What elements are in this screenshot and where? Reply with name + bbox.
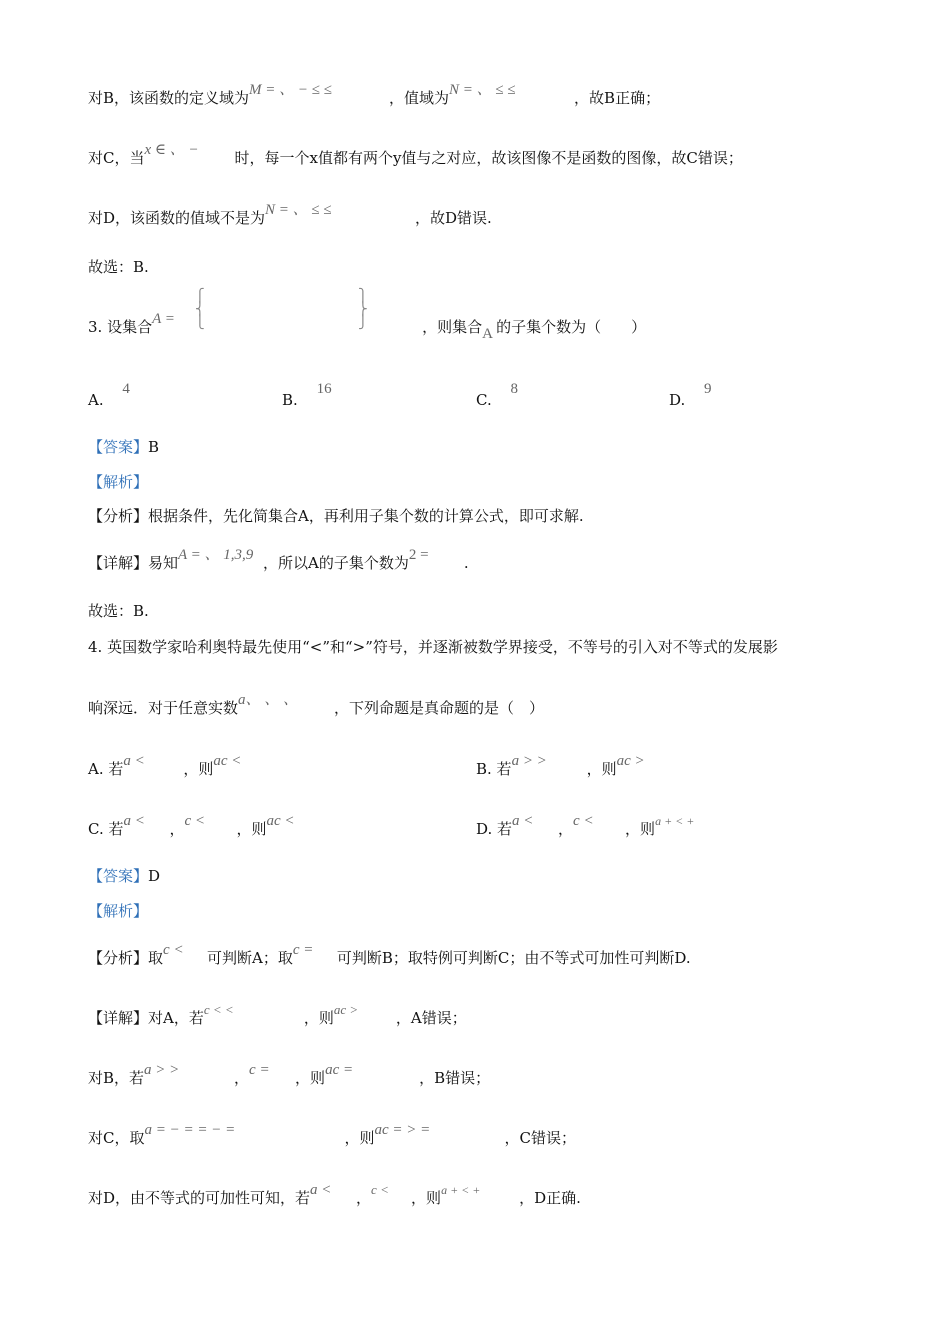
- q4-stem-2: [88, 692, 545, 719]
- option-value: 4: [122, 381, 130, 397]
- math: c < <: [203, 1002, 234, 1017]
- detail-text-2: ，则: [303, 1009, 334, 1027]
- option-letter: A.: [88, 391, 104, 409]
- math: ac >: [616, 753, 645, 769]
- detail-text-4: ，B错误；: [419, 1069, 491, 1087]
- q4-option-a: [88, 753, 273, 780]
- option-letter: C. 若: [88, 820, 124, 838]
- q3-fenxi: [88, 506, 584, 526]
- detail-label: 【详解】: [88, 554, 149, 572]
- option-letter: B. 若: [476, 760, 512, 778]
- math: a <: [512, 813, 534, 829]
- math: a + < +: [441, 1183, 481, 1197]
- math: ac <: [213, 753, 242, 769]
- brace-left: ⎧ ⎨ ⎩: [195, 289, 205, 330]
- q4-fenxi: [88, 942, 691, 969]
- answer-label: 【答案】: [88, 867, 149, 885]
- q3-conclusion: 故选：B.: [88, 602, 149, 620]
- option-text-2: ，则: [236, 820, 267, 838]
- q4-detail-c: [88, 1122, 576, 1149]
- option-text: ，: [169, 820, 185, 838]
- paragraph-c: [88, 142, 743, 169]
- option-letter: C.: [476, 391, 492, 409]
- math: ac >: [333, 1002, 359, 1017]
- detail-text: 对D，由不等式的可加性可知，若: [88, 1189, 311, 1207]
- fenxi-label: 【分析】: [88, 507, 149, 525]
- math: ac =: [325, 1062, 354, 1078]
- q4-option-d: [476, 813, 735, 840]
- detail-label: 【详解】: [88, 1009, 149, 1027]
- option-text-2: ，则: [625, 820, 656, 838]
- detail-text-2: ，: [356, 1189, 372, 1207]
- math: c <: [184, 813, 206, 829]
- detail-text-3: ，C错误；: [504, 1129, 576, 1147]
- text: ，值域为: [389, 89, 450, 107]
- q4-stem-text-2: ，下列命题是真命题的是（ ）: [334, 699, 545, 717]
- option-text: ，则: [183, 760, 214, 778]
- detail-text-3: .: [463, 554, 469, 572]
- q4-stem-text: 响深远．对于任意实数: [88, 699, 239, 717]
- option-letter: B.: [282, 391, 298, 409]
- q4-stem-1: 4. 英国数学家哈利奥特最先使用“<”和“>”符号，并逐渐被数学界接受，不等号的引入对不等式的发展影: [88, 638, 778, 656]
- math: c <: [573, 813, 594, 829]
- brace-right: ⎫ ⎬ ⎭: [358, 289, 368, 330]
- math-domain: M = 、 − ≤ ≤: [249, 82, 332, 98]
- detail-text-2: ，则: [344, 1129, 375, 1147]
- detail-text-2: ，: [234, 1069, 250, 1087]
- math: a > >: [511, 753, 547, 769]
- text: 对D，该函数的值域不是为: [88, 209, 266, 227]
- fenxi-text: 取: [148, 949, 164, 967]
- math-set-value: A = 、 1,3,9: [178, 547, 254, 563]
- q3-answer: [88, 437, 159, 457]
- option-text: ，: [558, 820, 574, 838]
- q4-detail-d: [88, 1182, 581, 1209]
- option-letter: D. 若: [476, 820, 513, 838]
- math: a + < +: [655, 814, 695, 828]
- math-set-a: A =: [152, 311, 175, 327]
- detail-text: 对B，若: [88, 1069, 145, 1087]
- math: a <: [123, 753, 145, 769]
- q4-detail-b: [88, 1062, 491, 1089]
- option-value: 8: [510, 381, 518, 397]
- math-power: 2 =: [408, 547, 429, 563]
- detail-text-3: ，A错误；: [395, 1009, 467, 1027]
- math: a <: [123, 813, 145, 829]
- option-text: ，则: [586, 760, 617, 778]
- q4-detail-a: [88, 1002, 467, 1029]
- conclusion: 故选：B.: [88, 258, 149, 276]
- math-variables: a、 、 、: [238, 692, 299, 708]
- q3-detail: [88, 547, 469, 574]
- paragraph-b: [88, 82, 661, 109]
- math-range-d: N = 、 ≤ ≤: [265, 202, 332, 218]
- math: c =: [292, 942, 314, 958]
- fenxi-label: 【分析】: [88, 949, 149, 967]
- math: c =: [249, 1062, 270, 1078]
- option-value: 16: [316, 381, 332, 397]
- math: ac = > =: [374, 1122, 431, 1138]
- detail-text: 易知: [148, 554, 179, 572]
- q3-analysis: [88, 472, 148, 492]
- math: a = − = = − =: [144, 1122, 236, 1138]
- fenxi-text: 根据条件，先化简集合A，再利用子集个数的计算公式，即可求解.: [148, 507, 584, 525]
- q3-stem-text-3: 的子集个数为（ ）: [496, 318, 647, 336]
- answer-label: 【答案】: [88, 438, 149, 456]
- paragraph-d: [88, 202, 492, 229]
- text: 对B，该函数的定义域为: [88, 89, 250, 107]
- q3-option-b: [282, 381, 332, 411]
- math: c <: [371, 1182, 389, 1197]
- detail-text: 对A，若: [148, 1009, 204, 1027]
- q4-answer: [88, 866, 160, 886]
- math-set-name: A: [482, 326, 493, 342]
- math: c <: [163, 942, 184, 958]
- text: ，故D错误.: [415, 209, 492, 227]
- option-value: 9: [704, 381, 712, 397]
- q3-stem-text: 3. 设集合: [88, 318, 153, 336]
- detail-text-3: ，则: [295, 1069, 326, 1087]
- q4-analysis: [88, 901, 148, 921]
- option-letter: D.: [669, 391, 686, 409]
- answer-value: B: [148, 438, 160, 456]
- detail-text: 对C，取: [88, 1129, 145, 1147]
- q4-option-b: [476, 753, 677, 780]
- q3-option-c: [476, 381, 518, 411]
- text: 时，每一个x值都有两个y值与之对应，故该图像不是函数的图像，故C错误；: [234, 149, 743, 167]
- fenxi-text-3: 可判断B；取特例可判断C；由不等式可加性可判断D.: [336, 949, 691, 967]
- math: ac <: [266, 813, 295, 829]
- text: 对C，当: [88, 149, 145, 167]
- q3-stem-text-2: ，则集合: [422, 318, 483, 336]
- answer-value: D: [148, 867, 161, 885]
- math-x-range: x ∈ 、 −: [144, 142, 199, 158]
- text: ，故B正确；: [574, 89, 661, 107]
- detail-text-2: ，所以A的子集个数为: [263, 554, 409, 572]
- detail-text-4: ，D正确.: [519, 1189, 581, 1207]
- q3-option-a: [88, 381, 130, 411]
- fenxi-text-2: 可判断A；取: [207, 949, 293, 967]
- analysis-label: 【解析】: [88, 473, 149, 491]
- math-range: N = 、 ≤ ≤: [449, 82, 516, 98]
- detail-text-3: ，则: [411, 1189, 442, 1207]
- option-letter: A. 若: [88, 760, 124, 778]
- math: a > >: [144, 1062, 180, 1078]
- q4-option-c: [88, 813, 327, 840]
- q3-option-d: [669, 381, 712, 411]
- analysis-label: 【解析】: [88, 902, 149, 920]
- math: a <: [310, 1182, 332, 1198]
